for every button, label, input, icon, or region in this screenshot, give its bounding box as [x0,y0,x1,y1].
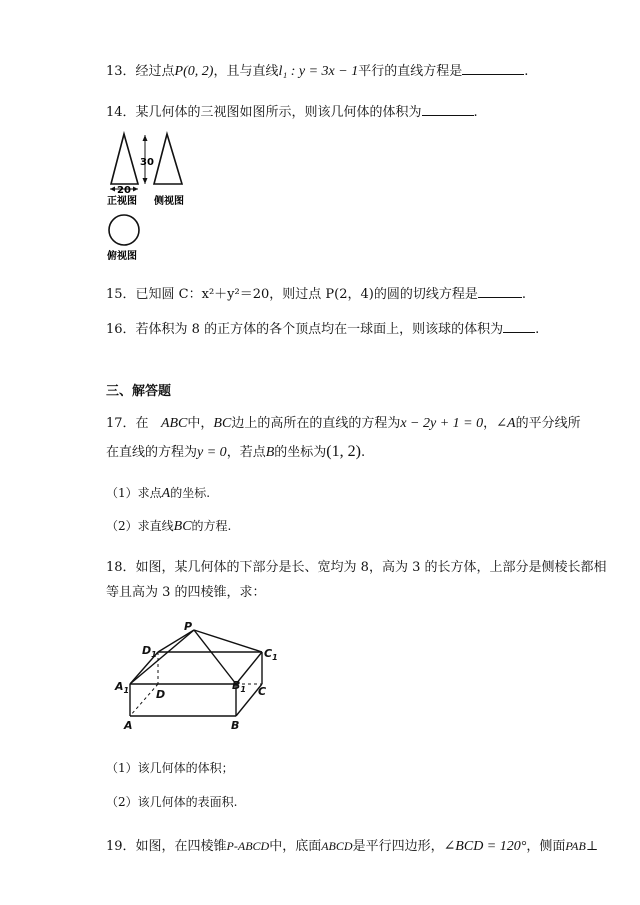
label-c: C [258,685,267,698]
question-18-line-2: 等且高为 3 的四棱锥，求： [106,585,266,600]
question-16: 16．若体积为 8 的正方体的各个顶点均在一球面上，则该球的体积为 . [106,322,540,337]
coordinate-b: (1, 2) [326,443,361,460]
label-b: B [231,719,240,732]
side-view-label: 侧视图 [154,196,184,207]
height-label: 30 [140,157,154,168]
label-d: D [156,688,166,701]
question-17-line-2: 在直线的方程为y = 0，若点B的坐标为(1, 2). [106,443,366,460]
answer-blank[interactable] [478,285,522,298]
label-a: A [124,719,133,732]
question-18-part-1: （1）该几何体的体积； [106,761,234,775]
answer-blank[interactable] [462,62,524,75]
top-view-circle [109,215,139,245]
question-14: 14．某几何体的三视图如图所示，则该几何体的体积为 . [106,105,478,120]
answer-blank[interactable] [503,320,535,333]
side-view-triangle [154,134,182,184]
angle-bcd: ∠BCD = 120° [443,839,527,854]
section-heading: 三、解答题 [106,384,172,399]
question-19: 19．如图，在四棱锥P-ABCD中，底面ABCD是平行四边形，∠BCD = 120°，侧面PAB⊥ [106,839,599,854]
question-15: 15．已知圆 C：x²＋y²＝20，则过点 P(2，4)的圆的切线方程是 . [106,287,526,302]
question-18-line-1: 18．如图，某几何体的下部分是长、宽均为 8，高为 3 的长方体，上部分是侧棱长都相 [106,560,607,575]
prism-pyramid-figure [112,622,282,732]
question-17-part-2: （2）求直线BC的方程. [106,519,232,534]
three-view-figure [104,132,204,272]
equation-bisector: y = 0 [197,445,227,460]
label-b1: $B_1$ [232,679,246,694]
question-17-line-1: 17．在 ABC中，BC边上的高所在的直线的方程为x − 2y + 1 = 0，∠A的平分线所 [106,416,581,431]
label-p: P [184,620,193,633]
top-view-label: 俯视图 [107,251,137,262]
front-view-triangle [111,134,138,184]
question-13: 13．经过点P(0, 2)，且与直线l₁ : y = 3x − 1平行的直线方程是 . [106,64,529,79]
line-l1: l₁ : y = 3x − 1 [278,64,359,79]
label-a1: $A_1$ [115,680,130,695]
point-p: P(0, 2) [174,64,214,79]
question-18-part-2: （2）该几何体的表面积. [106,795,238,809]
label-c1: $C_1$ [264,647,278,662]
answer-blank[interactable] [422,103,474,116]
width-label: 20 [117,185,131,196]
label-d1: $D_1$ [142,644,157,659]
equation-altitude: x − 2y + 1 = 0 [400,416,484,431]
front-view-label: 正视图 [107,196,137,207]
question-17-part-1: （1）求点A的坐标. [106,486,211,501]
